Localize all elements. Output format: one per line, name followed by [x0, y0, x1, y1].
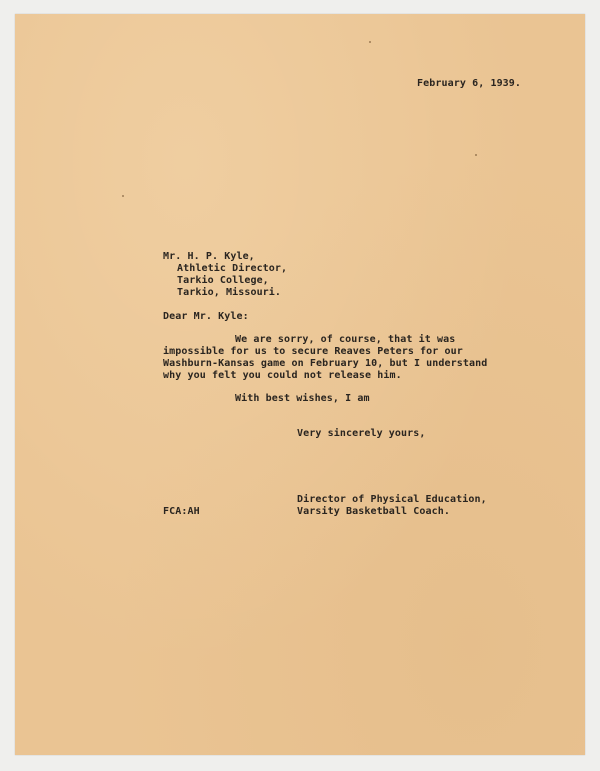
typist-initials: FCA:AH: [163, 506, 200, 517]
signature-title-2: Varsity Basketball Coach.: [297, 506, 451, 517]
paper-speck: [369, 41, 371, 43]
paper-speck: [475, 154, 477, 156]
body-line-3: Washburn-Kansas game on February 10, but I understand: [163, 358, 488, 369]
paper-speck: [122, 195, 124, 197]
closing-line: Very sincerely yours,: [297, 428, 426, 439]
salutation: Dear Mr. Kyle:: [163, 311, 249, 322]
letter-date: February 6, 1939.: [417, 78, 522, 89]
recipient-line-4: Tarkio, Missouri.: [177, 287, 282, 298]
recipient-line-1: Mr. H. P. Kyle,: [163, 251, 255, 262]
body-line-1: We are sorry, of course, that it was: [235, 334, 456, 345]
best-wishes-line: With best wishes, I am: [235, 393, 370, 404]
recipient-line-3: Tarkio College,: [177, 275, 269, 286]
body-line-4: why you felt you could not release him.: [163, 370, 402, 381]
letter-page: [15, 14, 585, 755]
signature-title-1: Director of Physical Education,: [297, 494, 487, 505]
recipient-line-2: Athletic Director,: [177, 263, 288, 274]
body-line-2: impossible for us to secure Reaves Peters for our: [163, 346, 463, 357]
